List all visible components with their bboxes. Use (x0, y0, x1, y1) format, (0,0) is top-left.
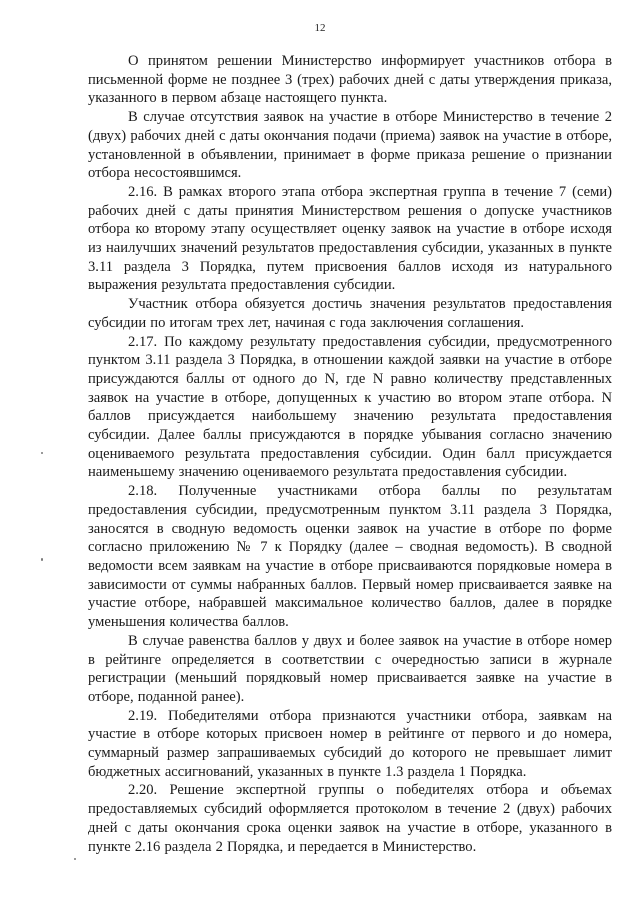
paragraph-2-17: 2.17. По каждому результату предоставления субсидии, предусмотренного пунктом 3.11 раздела 3 Порядка, в отношении каждой заявки на участие в отборе присуждаются баллы от одного до N, где N равно количеству представленных заявок на участие в отборе, допущенных к участию во втором этапе отбора. N баллов присуждается наибольшему значению результата предоставления субсидии. Далее баллы присуждаются в порядке убывания согласно значению оцениваемого результата предоставления субсидии. Один балл присуждается наименьшему значению оцениваемого результата предоставления субсидии. (88, 333, 612, 481)
scan-mark (74, 858, 76, 860)
page-number: 12 (314, 22, 326, 34)
paragraph-2-18: 2.18. Полученные участниками отбора баллы по результатам предоставления субсидии, предусмотренным пунктом 3.11 раздела 3 Порядка, заносятся в сводную ведомость оценки заявок на участие в отборе по форме согласно приложению № 7 к Порядку (далее – сводная ведомость). В сводной ведомости всем заявкам на участие в отборе присваиваются порядковые номера в зависимости от суммы набранных баллов. Первый номер присваивается заявке на участие отборе, набравшей максимальное количество баллов, далее в порядке уменьшения количества баллов. (88, 483, 612, 631)
paragraph-2-19: 2.19. Победителями отбора признаются участники отбора, заявкам на участие в отборе которых присвоен номер в рейтинге от первого и до номера, суммарный размер запрашиваемых субсидий до которого не превышает лимит бюджетных ассигнований, указанных в пункте 1.3 раздела 1 Порядка. (88, 707, 612, 780)
paragraph-decision-notice: О принятом решении Министерство информирует участников отбора в письменной форме не позднее 3 (трех) рабочих дней с даты утверждения приказа, указанного в первом абзаце настоящего пункта. (88, 53, 612, 107)
paragraph-2-16: 2.16. В рамках второго этапа отбора экспертная группа в течение 7 (семи) рабочих дней с даты принятия Министерством решения о допуске участников отбора ко второму этапу осуществляет оценку заявок на участие в отборе исходя из наилучших значений результатов предоставления субсидии, указанных в пункте 3.11 раздела 3 Порядка, путем присвоения баллов исходя из натурального выражения результата предоставления субсидии. (88, 183, 612, 294)
paragraph-equal-scores: В случае равенства баллов у двух и более заявок на участие в отборе номер в рейтинге определяется в соответствии с очередностью записи в журнале регистрации (меньший порядковый номер присваивается заявке на участие в отборе, поданной ранее). (88, 632, 612, 705)
scan-mark (41, 558, 43, 561)
paragraph-no-applications: В случае отсутствия заявок на участие в отборе Министерство в течение 2 (двух) рабочих дней с даты окончания подачи (приема) заявок на участие в отборе, установленной в объявлении, принимает в форме приказа решение о признании отбора несостоявшимся. (88, 109, 612, 182)
paragraph-2-20: 2.20. Решение экспертной группы о победителях отбора и объемах предоставляемых субсидий оформляется протоколом в течение 2 (двух) рабочих дней с даты окончания срока оценки заявок на участие в отборе, указанного в пункте 2.16 раздела 2 Порядка, и передается в Министерство. (88, 782, 612, 855)
scan-mark (41, 452, 43, 454)
document-body (88, 52, 612, 856)
paragraph-participant-obligation: Участник отбора обязуется достичь значения результатов предоставления субсидии по итогам трех лет, начиная с года заключения соглашения. (88, 296, 612, 331)
